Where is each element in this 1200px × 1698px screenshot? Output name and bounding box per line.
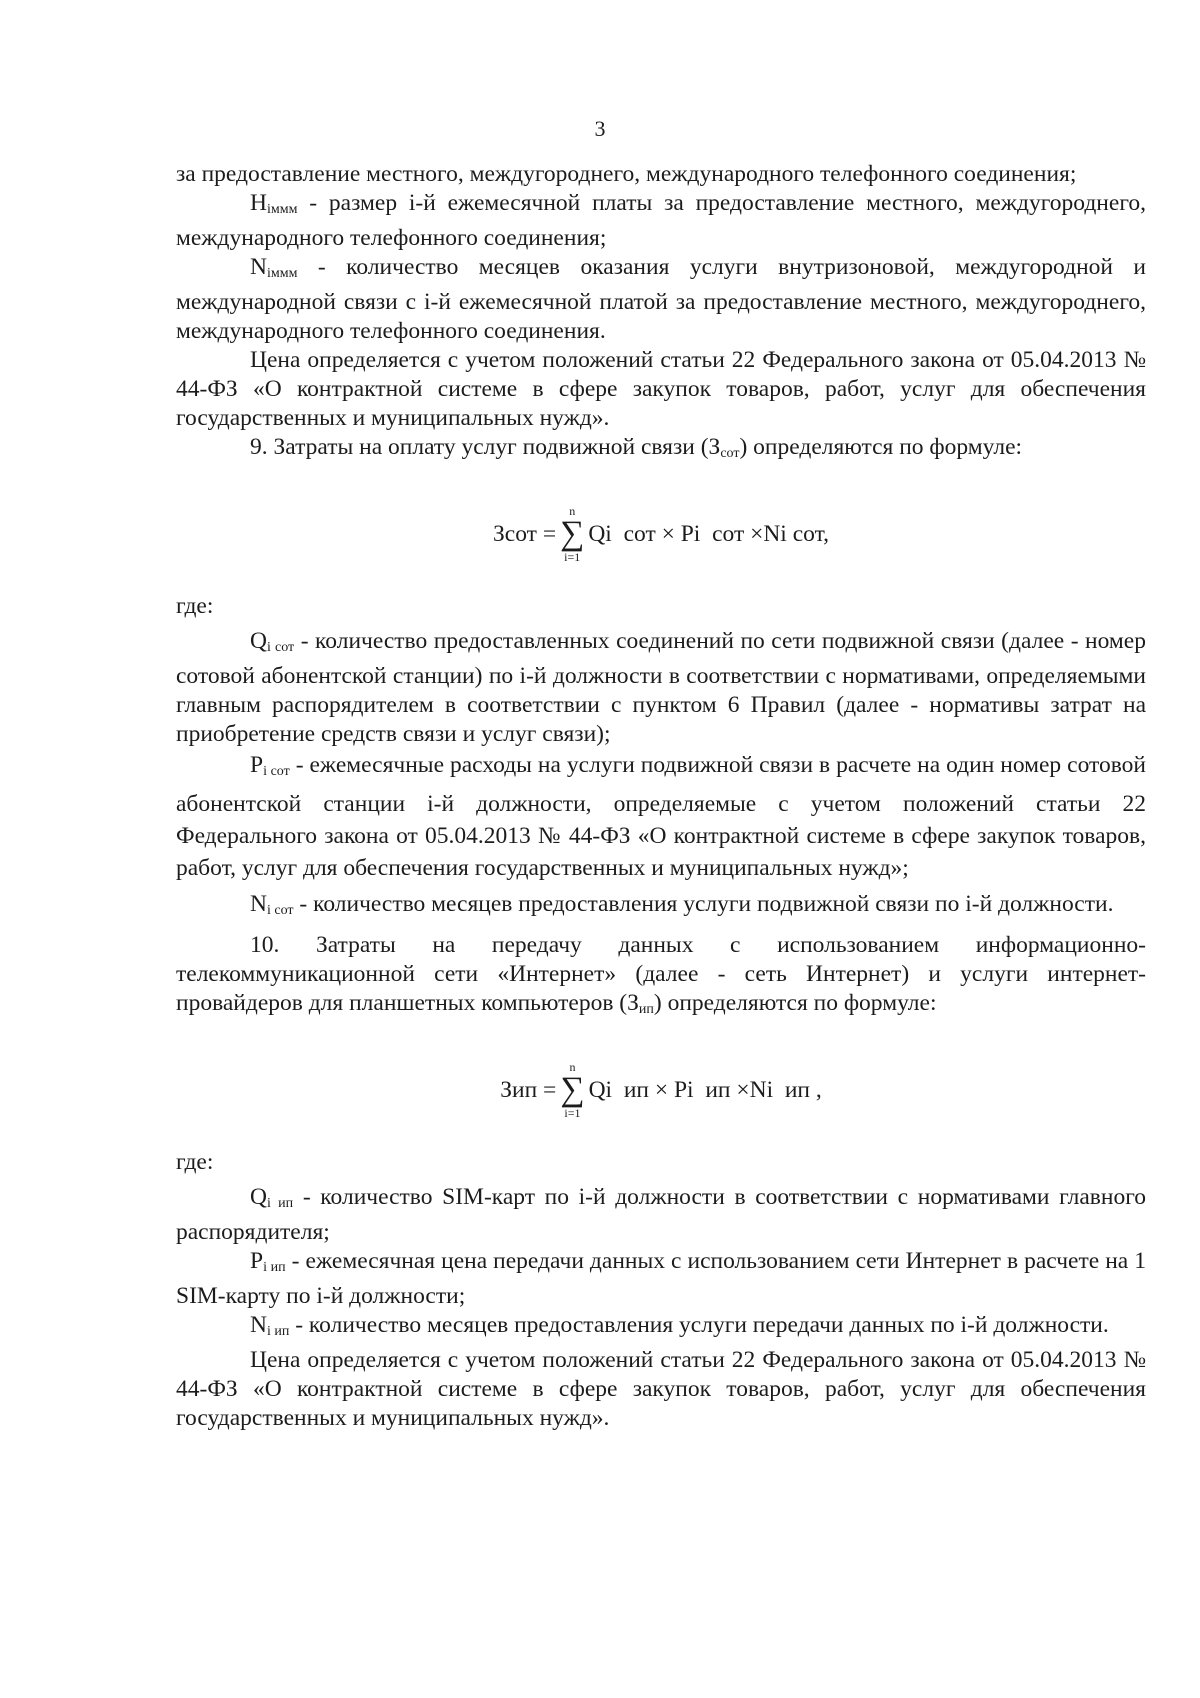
definition-text: - количество предоставленных соединений по сети подвижной связи (далее - номер сотовой абонентской станции) по i-й должности в соответствии с нормативами, определяемыми главным распорядителем в соответствии с пунктом 6 Правил (далее - нормативы затрат на приобретение средств связи и услуг связи); — [176, 628, 1146, 747]
definition-text: - количество месяцев предоставления услуги подвижной связи по i-й должности. — [293, 891, 1114, 917]
definition-text: - количество месяцев оказания услуги внутризоновой, междугородной и международной связи с i-й ежемесячной платой за предоставление местного, междугороднего, международного телефонного соединения. — [176, 254, 1146, 344]
definition-text: - ежемесячные расходы на услуги подвижной связи в расчете на один номер сотовой абонентской станции i-й должности, определяемые с учетом положений статьи 22 Федерального закона от 05.04.2013 № 44-ФЗ «О контрактной системе в сфере закупок товаров, работ, услуг для обеспечения государственных и муниципальных нужд»; — [176, 752, 1146, 881]
symbol-subscript: i ип — [266, 1324, 290, 1339]
definition-n-immm — [176, 253, 1146, 346]
price-note-2: Цена определяется с учетом положений статьи 22 Федерального закона от 05.04.2013 № 44-ФЗ «О контрактной системе в сфере закупок товаров, работ, услуг для обеспечения государственных и муниципальных нужд». — [176, 1347, 1146, 1431]
definition-text: - ежемесячная цена передачи данных с использованием сети Интернет в расчете на 1 SIM-карту по i-й должности; — [176, 1248, 1147, 1309]
formula-zip — [176, 1050, 1146, 1130]
document-body — [176, 160, 1146, 1433]
formula-lhs: Зип = — [500, 1076, 557, 1103]
definition-n-ip — [176, 1311, 1146, 1346]
clause-tail: ) определяются по формуле: — [739, 434, 1023, 460]
clause-subscript: ип — [638, 1002, 654, 1017]
formula-rhs: Qi ип × Pi ип ×Ni ип , — [588, 1076, 822, 1103]
definition-text: - количество SIM-карт по i-й должности в соответствии с нормативами главного распорядителя; — [176, 1184, 1146, 1245]
definition-n-sot — [176, 890, 1146, 925]
where-label: где: — [176, 593, 214, 619]
symbol: H — [250, 190, 267, 216]
symbol: Q — [250, 628, 267, 654]
symbol: P — [250, 1248, 264, 1274]
clause-subscript: сот — [720, 446, 740, 461]
sum-lower-limit: i=1 — [564, 1106, 581, 1120]
definition-q-ip — [176, 1183, 1146, 1247]
where-label: где: — [176, 1149, 214, 1175]
symbol-subscript: i сот — [266, 903, 294, 918]
symbol-subscript: iммм — [266, 266, 298, 281]
sum-lower-limit: i=1 — [564, 550, 581, 564]
definition-text: - количество месяцев предоставления услуги передачи данных по i-й должности. — [289, 1312, 1109, 1338]
paragraph-continuation: за предоставление местного, междугороднего, международного телефонного соединения; — [176, 161, 1077, 187]
symbol: N — [250, 254, 267, 280]
symbol-subscript: i ип — [263, 1260, 286, 1275]
definition-p-ip — [176, 1247, 1146, 1311]
clause-tail: ) определяются по формуле: — [653, 990, 937, 1016]
symbol: P — [250, 752, 264, 778]
sum-upper-limit: n — [569, 1060, 576, 1074]
symbol-subscript: i ип — [266, 1196, 294, 1211]
symbol-subscript: i сот — [266, 640, 295, 655]
clause-9 — [176, 433, 1146, 468]
definition-h-immm — [176, 189, 1146, 253]
symbol-subscript: iммм — [266, 202, 298, 217]
sum-operator — [560, 1061, 584, 1119]
definition-p-sot — [176, 749, 1146, 884]
sum-upper-limit: n — [569, 504, 576, 518]
clause-text: 10. Затраты на передачу данных с использованием информационно-телекоммуникационной сети «Интернет» (далее - сеть Интернет) и услуги интернет-провайдеров для планшетных компьютеров (З — [176, 932, 1146, 1016]
page-number: 3 — [594, 116, 606, 141]
price-note-1: Цена определяется с учетом положений статьи 22 Федерального закона от 05.04.2013 № 44-ФЗ «О контрактной системе в сфере закупок товаров, работ, услуг для обеспечения государственных и муниципальных нужд». — [176, 347, 1146, 431]
symbol: N — [250, 891, 267, 917]
clause-10 — [176, 931, 1146, 1024]
formula-rhs: Qi сот × Pi сот ×Ni сот, — [588, 520, 829, 547]
formula-lhs: Зсот = — [493, 520, 557, 547]
sum-operator — [560, 505, 584, 563]
symbol: Q — [250, 1184, 267, 1210]
formula-zsot — [176, 494, 1146, 574]
clause-text: 9. Затраты на оплату услуг подвижной связи (З — [250, 434, 721, 460]
definition-text: - размер i-й ежемесячной платы за предоставление местного, междугороднего, международного телефонного соединения; — [176, 190, 1146, 251]
definition-q-sot — [176, 627, 1146, 749]
sigma-icon: ∑ — [560, 1071, 585, 1108]
symbol: N — [250, 1312, 267, 1338]
symbol-subscript: i сот — [263, 764, 290, 779]
sigma-icon: ∑ — [560, 515, 585, 552]
